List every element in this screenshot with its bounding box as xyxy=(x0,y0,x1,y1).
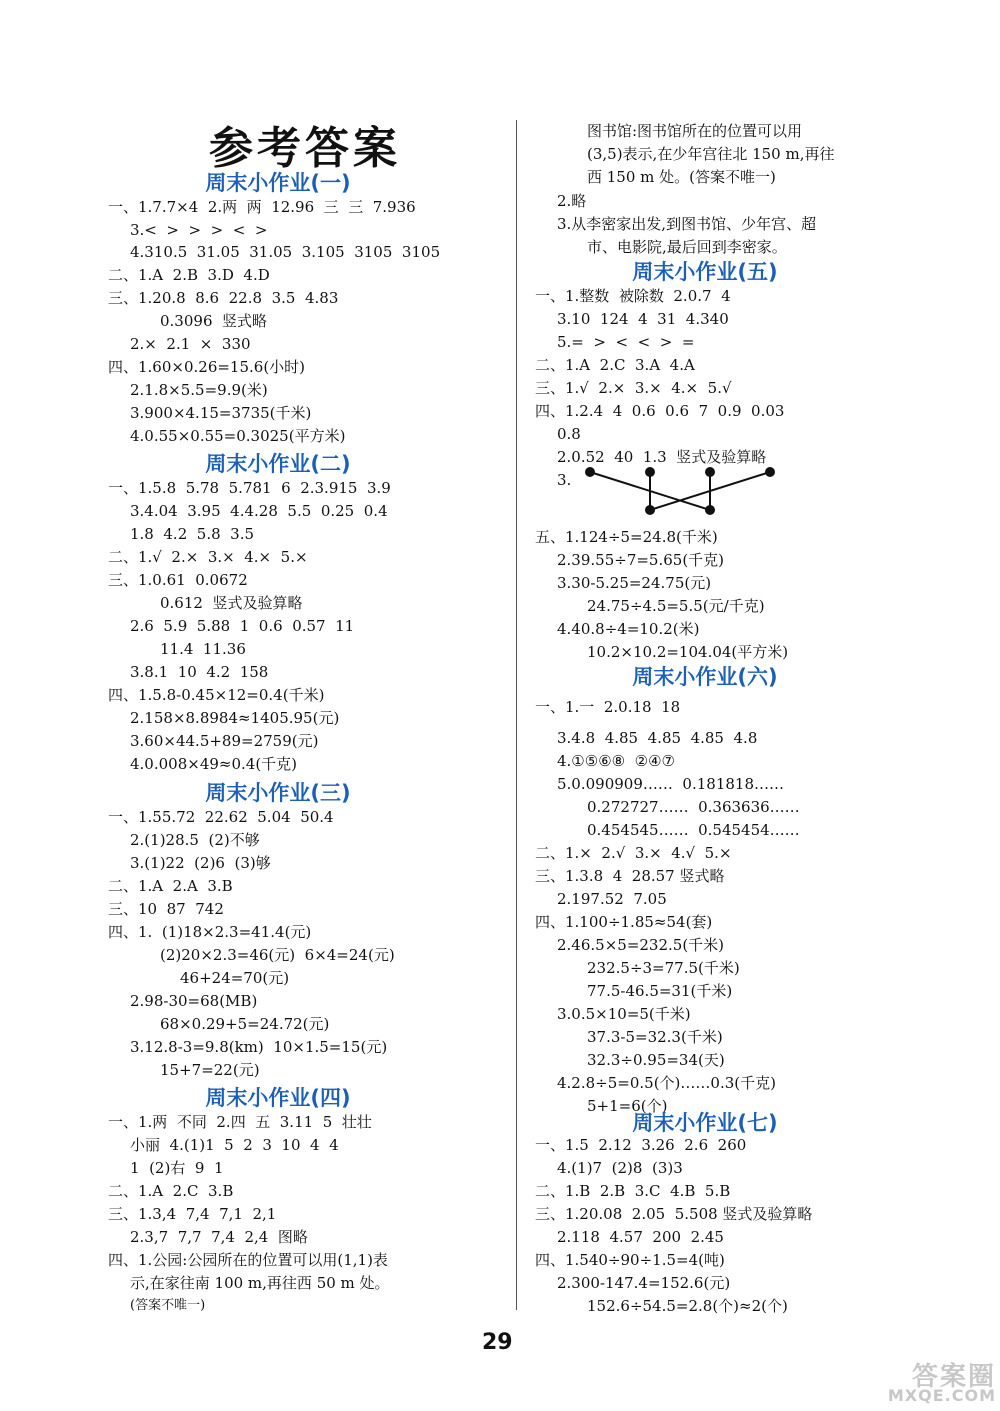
watermark-top: 答案圈 xyxy=(911,1362,996,1392)
page-title: 参考答案 xyxy=(209,123,401,174)
answer-line: 2.39.55÷7=5.65(千克) xyxy=(557,551,725,569)
answer-line: 三、1.3.8 4 28.57 竖式略 xyxy=(535,867,725,885)
answer-line: 3.30-5.25=24.75(元) xyxy=(557,574,712,592)
answer-line: 4.(1)7 (2)8 (3)3 xyxy=(557,1159,683,1177)
match-dot xyxy=(705,467,715,477)
watermark-bottom: MXQE.COM xyxy=(887,1386,996,1405)
answer-line: 4.2.8÷5=0.5(个)……0.3(千克) xyxy=(557,1074,776,1092)
answer-line: 5.0.090909…… 0.181818…… xyxy=(557,775,784,793)
answer-line: 四、1.公园:公园所在的位置可以用(1,1)表 xyxy=(108,1251,388,1269)
answer-line: 1.8 4.2 5.8 3.5 xyxy=(130,525,255,543)
answer-line: 3.从李密家出发,到图书馆、少年宫、超 xyxy=(557,215,817,233)
match-dot xyxy=(645,505,655,515)
answer-line: 10.2×10.2=104.04(平方米) xyxy=(587,643,789,661)
answer-line: 2.3,7 7,7 7,4 2,4 图略 xyxy=(130,1228,308,1246)
answer-line: 2.略 xyxy=(557,192,587,210)
answer-line: 3.(1)22 (2)6 (3)够 xyxy=(130,854,271,872)
match-dot xyxy=(645,467,655,477)
answer-line: 示,在家往南 100 m,再往西 50 m 处。 xyxy=(130,1274,390,1292)
answer-line: 一、1.5 2.12 3.26 2.6 260 xyxy=(535,1136,747,1154)
answer-line: 152.6÷54.5=2.8(个)≈2(个) xyxy=(587,1297,788,1315)
answer-line: 0.3096 竖式略 xyxy=(160,312,268,330)
matching-diagram xyxy=(560,462,800,518)
answer-line: 二、1.A 2.C 3.A 4.A xyxy=(535,356,695,374)
answer-line: 0.272727…… 0.363636…… xyxy=(587,798,800,816)
answer-line: 4.0.008×49≈0.4(千克) xyxy=(130,755,298,773)
answer-line: 5.= > < < > = xyxy=(557,333,695,351)
answer-line: 2.300-147.4=152.6(元) xyxy=(557,1274,731,1292)
answer-line: 0.612 竖式及验算略 xyxy=(160,594,303,612)
answer-line: 3.60×44.5+89=2759(元) xyxy=(130,732,319,750)
answer-line: 2.6 5.9 5.88 1 0.6 0.57 11 xyxy=(130,617,355,635)
answer-line: 2.197.52 7.05 xyxy=(557,890,667,908)
answer-line: 2.(1)28.5 (2)不够 xyxy=(130,831,260,849)
answer-line: 四、1.5.8-0.45×12=0.4(千米) xyxy=(108,686,325,704)
answer-line: 二、1.A 2.B 3.D 4.D xyxy=(108,266,270,284)
answer-line: 2.1.8×5.5=9.9(米) xyxy=(130,381,268,399)
answer-line: 4.40.8÷4=10.2(米) xyxy=(557,620,700,638)
answer-line: 一、1.55.72 22.62 5.04 50.4 xyxy=(108,808,334,826)
section-heading: 周末小作业(六) xyxy=(632,665,778,689)
answer-line: 1 (2)右 9 1 xyxy=(130,1159,224,1177)
match-dot xyxy=(765,467,775,477)
answer-line: 四、1.100÷1.85≈54(套) xyxy=(535,913,713,931)
answer-line: 三、1.0.61 0.0672 xyxy=(108,571,248,589)
answer-line: 3. xyxy=(557,471,572,489)
section-heading: 周末小作业(二) xyxy=(205,452,351,476)
section-heading: 周末小作业(四) xyxy=(205,1086,351,1110)
answer-line: 2.0.52 40 1.3 竖式及验算略 xyxy=(557,448,767,466)
answer-line: (3,5)表示,在少年宫往北 150 m,再往 xyxy=(587,145,835,163)
answer-line: 三、1.3,4 7,4 7,1 2,1 xyxy=(108,1205,277,1223)
answer-line: 3.< > > > < > xyxy=(130,221,268,239)
answer-line: 4.0.55×0.55=0.3025(平方米) xyxy=(130,427,346,445)
answer-line: 二、1.× 2.√ 3.× 4.√ 5.× xyxy=(535,844,732,862)
answer-line: (答案不唯一) xyxy=(130,1298,206,1313)
answer-line: 4.①⑤⑥⑧ ②④⑦ xyxy=(557,752,675,770)
section-heading: 周末小作业(五) xyxy=(632,260,778,284)
answer-line: 32.3÷0.95=34(天) xyxy=(587,1051,725,1069)
answer-line: 4.310.5 31.05 31.05 3.105 3105 3105 xyxy=(130,243,441,261)
answer-line: 15+7=22(元) xyxy=(160,1061,260,1079)
answer-line: 二、1.√ 2.× 3.× 4.× 5.× xyxy=(108,548,308,566)
answer-line: 三、10 87 742 xyxy=(108,900,224,918)
answer-line: 三、1.20.08 2.05 5.508 竖式及验算略 xyxy=(535,1205,813,1223)
answer-line: 37.3-5=32.3(千米) xyxy=(587,1028,723,1046)
watermark-logo xyxy=(808,1356,998,1406)
answer-line: 一、1.5.8 5.78 5.781 6 2.3.915 3.9 xyxy=(108,479,391,497)
answer-line: 5+1=6(个) xyxy=(587,1097,668,1115)
section-heading: 周末小作业(七) xyxy=(632,1111,778,1135)
match-dot xyxy=(705,505,715,515)
answer-line: 一、1.两 不同 2.四 五 3.11 5 壮壮 xyxy=(108,1113,372,1131)
answer-line: 一、1.整数 被除数 2.0.7 4 xyxy=(535,287,731,305)
answer-line: 四、1. (1)18×2.3=41.4(元) xyxy=(108,923,312,941)
column-divider xyxy=(516,120,517,1310)
answer-line: 2.118 4.57 200 2.45 xyxy=(557,1228,724,1246)
answer-line: 三、1.20.8 8.6 22.8 3.5 4.83 xyxy=(108,289,339,307)
answer-line: 二、1.A 2.C 3.B xyxy=(108,1182,234,1200)
answer-line: 二、1.B 2.B 3.C 4.B 5.B xyxy=(535,1182,731,1200)
answer-line: 西 150 m 处。(答案不唯一) xyxy=(587,168,776,186)
answer-line: 0.8 xyxy=(557,425,581,443)
answer-line: 2.98-30=68(MB) xyxy=(130,992,258,1010)
answer-line: 三、1.√ 2.× 3.× 4.× 5.√ xyxy=(535,379,732,397)
answer-line: 市、电影院,最后回到李密家。 xyxy=(587,238,787,256)
answer-line: 24.75÷4.5=5.5(元/千克) xyxy=(587,597,765,615)
answer-line: 四、1.2.4 4 0.6 0.6 7 0.9 0.03 xyxy=(535,402,785,420)
answer-line: 2.× 2.1 × 330 xyxy=(130,335,251,353)
answer-line: 0.454545…… 0.545454…… xyxy=(587,821,800,839)
answer-line: 一、1.一 2.0.18 18 xyxy=(535,698,681,716)
answer-line: 一、1.7.7×4 2.两 两 12.96 三 三 7.936 xyxy=(108,198,416,216)
section-heading: 周末小作业(一) xyxy=(205,171,351,195)
answer-line: 3.10 124 4 31 4.340 xyxy=(557,310,729,328)
answer-line: 3.0.5×10=5(千米) xyxy=(557,1005,691,1023)
answer-line: 68×0.29+5=24.72(元) xyxy=(160,1015,330,1033)
answer-line: 11.4 11.36 xyxy=(160,640,246,658)
answer-line: 2.46.5×5=232.5(千米) xyxy=(557,936,725,954)
match-dot xyxy=(585,467,595,477)
answer-line: 二、1.A 2.A 3.B xyxy=(108,877,233,895)
answer-line: 232.5÷3=77.5(千米) xyxy=(587,959,740,977)
answer-line: 四、1.540÷90÷1.5=4(吨) xyxy=(535,1251,725,1269)
answer-line: 小丽 4.(1)1 5 2 3 10 4 4 xyxy=(130,1136,339,1154)
answer-line: 3.8.1 10 4.2 158 xyxy=(130,663,269,681)
answer-line: 3.900×4.15=3735(千米) xyxy=(130,404,312,422)
section-heading: 周末小作业(三) xyxy=(205,781,351,805)
answer-line: (2)20×2.3=46(元) 6×4=24(元) xyxy=(160,946,395,964)
answer-line: 46+24=70(元) xyxy=(180,969,290,987)
answer-line: 77.5-46.5=31(千米) xyxy=(587,982,733,1000)
answer-line: 3.4.8 4.85 4.85 4.85 4.8 xyxy=(557,729,758,747)
answer-line: 3.4.04 3.95 4.4.28 5.5 0.25 0.4 xyxy=(130,502,388,520)
answer-line: 图书馆:图书馆所在的位置可以用 xyxy=(587,122,803,140)
answer-line: 五、1.124÷5=24.8(千米) xyxy=(535,528,718,546)
answer-line: 四、1.60×0.26=15.6(小时) xyxy=(108,358,306,376)
answer-line: 3.12.8-3=9.8(km) 10×1.5=15(元) xyxy=(130,1038,388,1056)
page-number: 29 xyxy=(482,1330,513,1355)
answer-line: 2.158×8.8984≈1405.95(元) xyxy=(130,709,340,727)
